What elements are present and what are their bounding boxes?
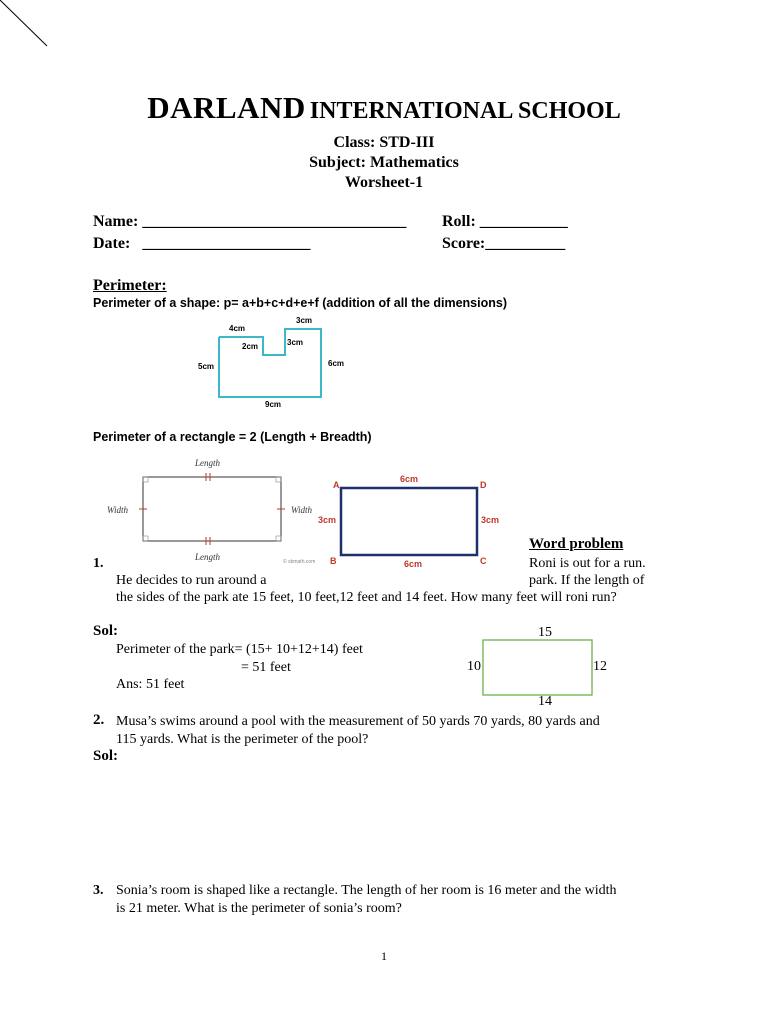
park-label-top: 15 [538, 625, 552, 640]
image-credit: © sbmath.com [283, 559, 316, 565]
shape-label-bottom: 9cm [265, 400, 282, 409]
park-rectangle [482, 639, 594, 697]
abcd-label-right: 3cm [481, 515, 500, 525]
q2-line2: 115 yards. What is the perimeter of the pool? [116, 732, 369, 747]
abcd-rectangle-outline [341, 488, 477, 555]
shape-label-left: 5cm [198, 362, 215, 371]
score-field[interactable]: Score:__________ [442, 235, 566, 252]
q2-line1: Musa’s swims around a pool with the measurement of 50 yards 70 yards, 80 yards and [116, 714, 600, 729]
length-label-top: Length [195, 458, 221, 468]
school-name-big: DARLAND [147, 90, 306, 125]
school-title [0, 90, 768, 126]
shape-label-right: 6cm [328, 359, 345, 368]
corner-label-c: C [480, 556, 487, 566]
roll-field[interactable]: Roll: ___________ [442, 213, 568, 230]
q1-text-d: the sides of the park ate 15 feet, 10 feet,12 feet and 14 feet. How many feet will roni run? [116, 590, 617, 605]
rectangle-formula: Perimeter of a rectangle = 2 (Length + Breadth) [93, 430, 372, 444]
park-rectangle-outline [483, 640, 592, 695]
q1-text-b: He decides to run around a [116, 573, 267, 588]
q2-number: 2. [93, 712, 105, 728]
q3-line1: Sonia’s room is shaped like a rectangle. The length of her room is 16 meter and the width [116, 883, 617, 898]
q1-text-c: park. If the length of [529, 573, 645, 588]
shape-label-top-right: 3cm [296, 316, 313, 325]
length-label-bottom: Length [195, 552, 221, 562]
abcd-label-left: 3cm [318, 515, 337, 525]
q1-sol-line1: Perimeter of the park= (15+ 10+12+14) feet [116, 642, 363, 657]
park-label-left: 10 [467, 659, 481, 674]
class-line: Class: STD-III [333, 134, 435, 151]
name-field[interactable]: Name: _________________________________ [93, 213, 407, 230]
q3-line2: is 21 meter. What is the perimeter of sonia’s room? [116, 901, 402, 916]
lw-rectangle-outline [143, 477, 281, 541]
worksheet-line: Worsheet-1 [344, 174, 424, 191]
corner-label-a: A [333, 480, 340, 490]
page-number: 1 [381, 949, 387, 963]
width-label-right: Width [291, 505, 313, 515]
q1-number: 1. [93, 556, 104, 571]
q1-sol-answer: Ans: 51 feet [116, 677, 185, 692]
q3-number: 3. [93, 883, 104, 898]
composite-shape-outline [219, 329, 321, 397]
corner-label-d: D [480, 480, 487, 490]
shape-label-top-left: 4cm [229, 324, 246, 333]
composite-shape-diagram [215, 325, 325, 400]
word-problem-heading: Word problem [529, 536, 624, 552]
school-name-small: INTERNATIONAL SCHOOL [309, 98, 621, 124]
corner-fold-line [0, 0, 60, 60]
q1-text-a: Roni is out for a run. [529, 556, 646, 571]
q1-sol-label: Sol: [93, 623, 119, 639]
perimeter-formula: Perimeter of a shape: p= a+b+c+d+e+f (addition of all the dimensions) [93, 296, 507, 310]
q1-sol-line2: = 51 feet [241, 660, 291, 675]
corner-label-b: B [330, 556, 337, 566]
date-field[interactable]: Date: _____________________ [93, 235, 311, 252]
abcd-rectangle [338, 485, 482, 557]
q2-sol-label: Sol: [93, 748, 119, 764]
abcd-label-top: 6cm [400, 474, 419, 484]
perimeter-heading: Perimeter: [93, 277, 167, 294]
abcd-label-bottom: 6cm [404, 559, 423, 569]
park-label-right: 12 [593, 659, 607, 674]
shape-label-inner-side: 3cm [287, 338, 304, 347]
park-label-bottom: 14 [538, 694, 552, 709]
subject-line: Subject: Mathematics [309, 154, 459, 171]
width-label-left: Width [107, 505, 129, 515]
length-width-rectangle [138, 470, 288, 550]
shape-label-inner-bottom: 2cm [242, 342, 259, 351]
